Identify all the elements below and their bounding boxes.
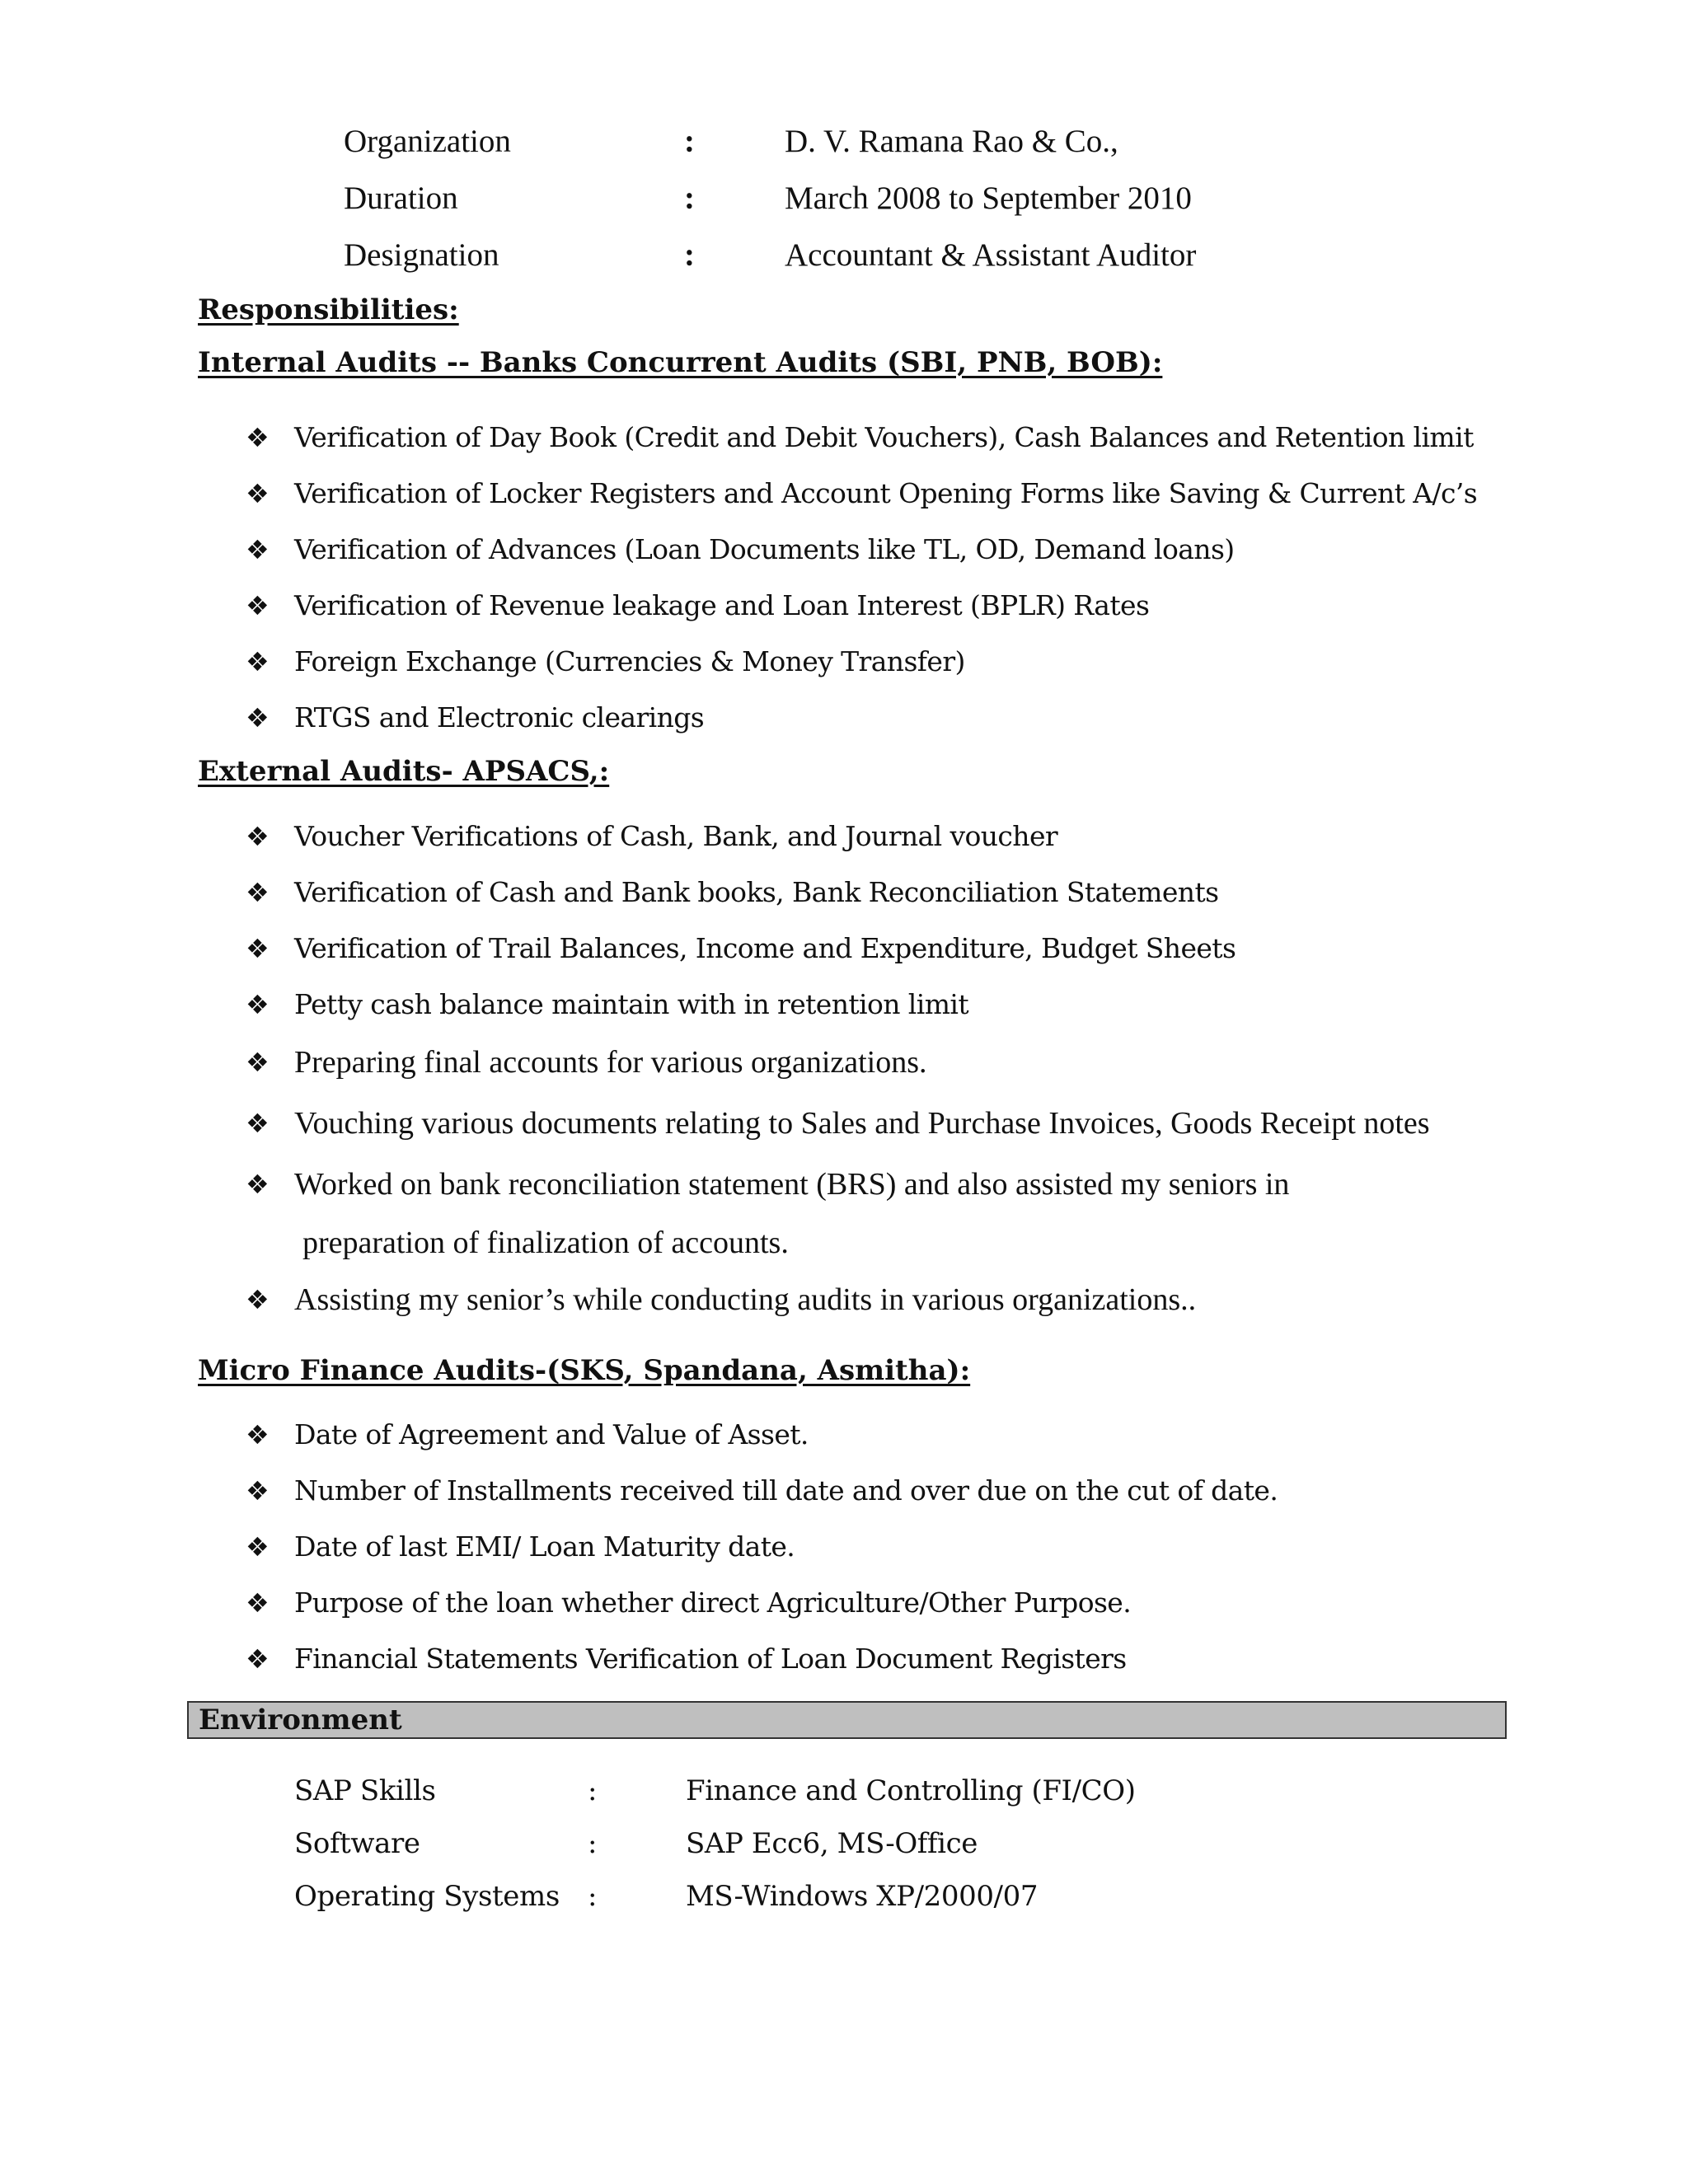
env-colon: : — [588, 1827, 598, 1860]
diamond-bullet-icon: ❖ — [246, 1531, 270, 1563]
organization-value: D. V. Ramana Rao & Co., — [785, 124, 1118, 159]
designation-colon: : — [684, 237, 695, 273]
diamond-bullet-icon: ❖ — [246, 933, 270, 964]
env-label: SAP Skills — [294, 1774, 436, 1807]
list-item-text: Verification of Advances (Loan Documents like TL, OD, Demand loans) — [294, 533, 1235, 565]
diamond-bullet-icon: ❖ — [246, 989, 270, 1020]
internal-audits-heading: Internal Audits -- Banks Concurrent Audits (SBI, PNB, BOB): — [198, 346, 1163, 379]
designation-value: Accountant & Assistant Auditor — [785, 237, 1197, 273]
diamond-bullet-icon: ❖ — [246, 590, 270, 621]
env-label: Software — [294, 1827, 420, 1860]
list-item-text: Verification of Trail Balances, Income and Expenditure, Budget Sheets — [294, 932, 1236, 964]
external-audits-heading: External Audits- APSACS,: — [198, 755, 610, 788]
list-item-text: Purpose of the loan whether direct Agriculture/Other Purpose. — [294, 1586, 1132, 1619]
list-item-text: Preparing final accounts for various organizations. — [294, 1045, 927, 1080]
diamond-bullet-icon: ❖ — [246, 646, 270, 677]
list-item-text: Verification of Day Book (Credit and Debit Vouchers), Cash Balances and Retention limit — [294, 421, 1474, 453]
list-item-text: Verification of Cash and Bank books, Bank Reconciliation Statements — [294, 876, 1219, 908]
diamond-bullet-icon: ❖ — [246, 702, 270, 733]
env-value: Finance and Controlling (FI/CO) — [686, 1774, 1136, 1807]
list-item-text: Assisting my senior’s while conducting audits in various organizations.. — [294, 1282, 1197, 1317]
diamond-bullet-icon: ❖ — [246, 821, 270, 852]
organization-colon: : — [684, 124, 695, 159]
env-value: SAP Ecc6, MS-Office — [686, 1827, 978, 1860]
list-item-text: Worked on bank reconciliation statement (BRS) and also assisted my seniors in — [294, 1167, 1290, 1202]
env-colon: : — [588, 1880, 598, 1913]
list-item-text: Verification of Revenue leakage and Loan Interest (BPLR) Rates — [294, 589, 1150, 621]
list-item-text: Number of Installments received till date and over due on the cut of date. — [294, 1474, 1278, 1507]
environment-section-bar — [187, 1701, 1507, 1739]
responsibilities-heading: Responsibilities: — [198, 293, 459, 326]
micro-finance-heading: Micro Finance Audits-(SKS, Spandana, Asmitha): — [198, 1354, 971, 1387]
list-item-text: Date of Agreement and Value of Asset. — [294, 1418, 809, 1451]
environment-heading: Environment — [199, 1704, 402, 1736]
env-label: Operating Systems — [294, 1880, 560, 1913]
diamond-bullet-icon: ❖ — [246, 1643, 270, 1675]
diamond-bullet-icon: ❖ — [246, 1047, 270, 1078]
env-value: MS-Windows XP/2000/07 — [686, 1880, 1039, 1913]
list-item-continuation: preparation of finalization of accounts. — [302, 1226, 789, 1260]
list-item-text: Vouching various documents relating to Sales and Purchase Invoices, Goods Receipt notes — [294, 1106, 1430, 1141]
diamond-bullet-icon: ❖ — [246, 1284, 270, 1315]
list-item-text: Verification of Locker Registers and Account Opening Forms like Saving & Current A/c’s — [294, 477, 1478, 509]
diamond-bullet-icon: ❖ — [246, 1475, 270, 1507]
list-item-text: Voucher Verifications of Cash, Bank, and Journal voucher — [294, 820, 1058, 852]
organization-label: Organization — [344, 124, 511, 159]
list-item-text: Date of last EMI/ Loan Maturity date. — [294, 1530, 795, 1563]
duration-value: March 2008 to September 2010 — [785, 180, 1192, 216]
list-item-text: Financial Statements Verification of Loan Document Registers — [294, 1643, 1127, 1675]
diamond-bullet-icon: ❖ — [246, 422, 270, 453]
diamond-bullet-icon: ❖ — [246, 478, 270, 509]
list-item-text: Foreign Exchange (Currencies & Money Transfer) — [294, 645, 965, 677]
diamond-bullet-icon: ❖ — [246, 1419, 270, 1451]
designation-label: Designation — [344, 237, 499, 273]
diamond-bullet-icon: ❖ — [246, 1587, 270, 1619]
duration-colon: : — [684, 180, 695, 216]
diamond-bullet-icon: ❖ — [246, 1169, 270, 1200]
diamond-bullet-icon: ❖ — [246, 534, 270, 565]
list-item-text: Petty cash balance maintain with in retention limit — [294, 988, 969, 1020]
diamond-bullet-icon: ❖ — [246, 877, 270, 908]
duration-label: Duration — [344, 180, 458, 216]
list-item-text: RTGS and Electronic clearings — [294, 701, 705, 733]
diamond-bullet-icon: ❖ — [246, 1108, 270, 1139]
env-colon: : — [588, 1774, 598, 1807]
